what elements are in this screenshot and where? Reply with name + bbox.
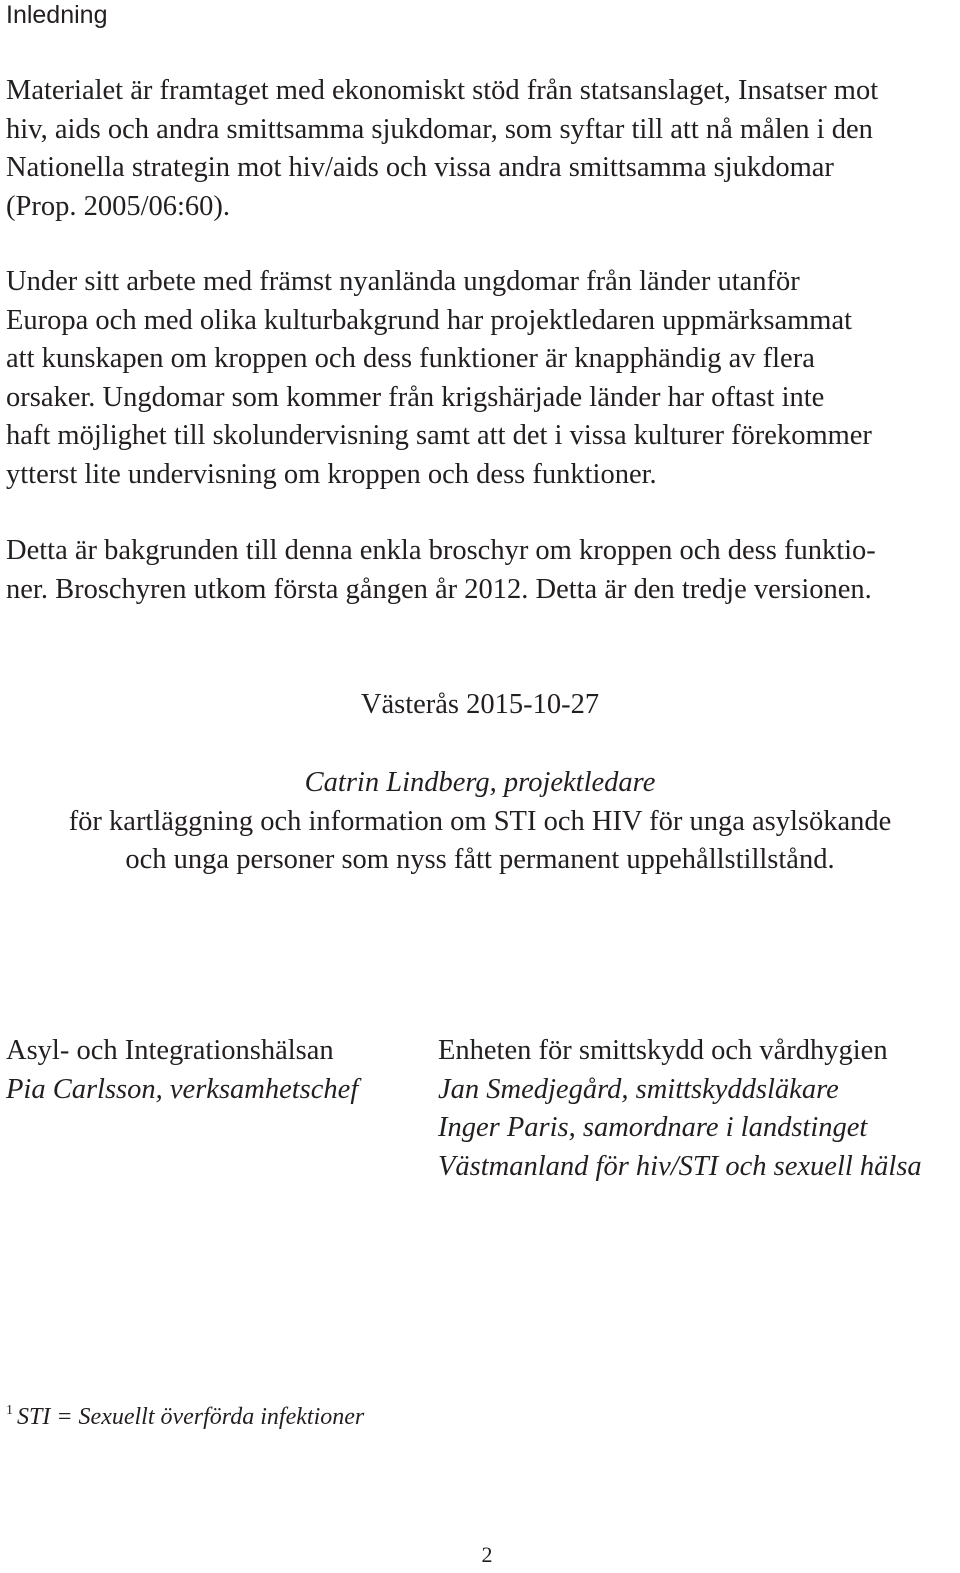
signatory-name: Catrin Lindberg, projektledare: [304, 767, 656, 798]
text-line: Materialet är framtaget med ekonomiskt stöd från statsanslaget, Insatser mot: [6, 75, 879, 106]
signatory-role-line: och unga personer som nyss fått permanent uppehållstillstånd.: [125, 844, 835, 875]
paragraph-purpose: [6, 532, 960, 609]
place-date-text: Västerås 2015-10-27: [360, 689, 600, 720]
left-org-name: Asyl- och Integrationshälsan: [6, 1035, 334, 1066]
text-line: (Prop. 2005/06:60).: [6, 190, 231, 222]
footnote-marker: 1: [6, 1403, 13, 1418]
text-line: Detta är bakgrunden till denna enkla broschyr om kroppen och dess funktio-: [6, 535, 876, 566]
paragraph-background: [6, 263, 960, 494]
text-line: haft möjlighet till skolundervisning samt att det i vissa kulturer förekommer: [6, 420, 872, 451]
right-person: Inger Paris, samordnare i landstinget: [438, 1112, 868, 1143]
footnote-text: STI = Sexuellt överförda infektioner: [17, 1404, 365, 1430]
right-person: Jan Smedjegård, smittskyddsläkare: [438, 1073, 839, 1105]
text-line: Europa och med olika kulturbakgrund har projektledaren uppmärksammat: [6, 304, 853, 336]
section-heading: Inledning: [6, 1, 108, 29]
place-date: [0, 686, 960, 725]
right-credit-column: [438, 1032, 922, 1186]
text-line: ner. Broschyren utkom första gången år 2012. Detta är den tredje versionen.: [6, 573, 872, 605]
right-person: Västmanland för hiv/STI och sexuell hälsa: [438, 1150, 922, 1182]
left-credit-column: [6, 1032, 358, 1109]
text-line: att kunskapen om kroppen och dess funktioner är knapphändig av flera: [6, 343, 815, 374]
page-number: 2: [481, 1542, 493, 1567]
text-line: orsaker. Ungdomar som kommer från krigshärjade länder har oftast inte: [6, 381, 825, 413]
paragraph-funding: [6, 72, 960, 226]
text-line: ytterst lite undervisning om kroppen och dess funktioner.: [6, 458, 657, 490]
text-line: hiv, aids och andra smittsamma sjukdomar, som syftar till att nå målen i den: [6, 113, 873, 145]
signatory-block: [0, 764, 960, 880]
footnote: [6, 1396, 364, 1432]
signatory-role-line: för kartläggning och information om STI och HIV för unga asylsökande: [68, 805, 892, 837]
text-line: Nationella strategin mot hiv/aids och vissa andra smittsamma sjukdomar: [6, 152, 834, 183]
left-person: Pia Carlsson, verksamhetschef: [6, 1073, 359, 1105]
right-org-name: Enheten för smittskydd och vårdhygien: [438, 1035, 888, 1066]
text-line: Under sitt arbete med främst nyanlända ungdomar från länder utanför: [6, 266, 800, 297]
